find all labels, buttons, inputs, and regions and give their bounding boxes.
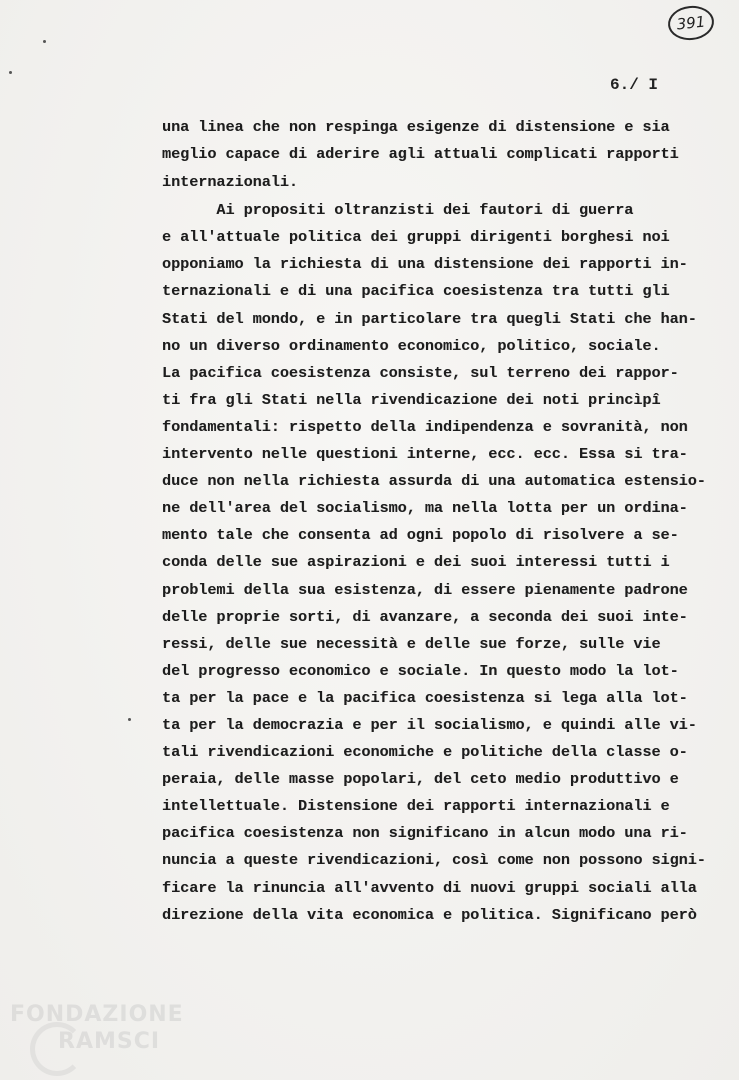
text-line: internazionali.	[162, 173, 298, 192]
watermark-line-1: FONDAZIONE	[10, 1002, 184, 1027]
text-line: problemi della sua esistenza, di essere pienamente padrone	[162, 580, 688, 599]
watermark	[10, 1002, 184, 1054]
text-line: tali rivendicazioni economiche e politiche della classe o-	[162, 743, 688, 762]
text-line: conda delle sue aspirazioni e dei suoi interessi tutti i	[162, 553, 670, 572]
text-line: delle proprie sorti, di avanzare, a seconda dei suoi inte-	[162, 607, 688, 626]
text-line: una linea che non respinga esigenze di distensione e sia	[162, 118, 670, 136]
text-line: intellettuale. Distensione dei rapporti internazionali e	[162, 797, 670, 816]
body-text	[162, 114, 706, 929]
archive-stamp: 391	[666, 4, 715, 43]
text-line: peraia, delle masse popolari, del ceto medio produttivo e	[162, 770, 679, 789]
text-line: intervento nelle questioni interne, ecc. ecc. Essa si tra-	[162, 445, 688, 464]
text-line: ta per la democrazia e per il socialismo, e quindi alle vi-	[162, 715, 697, 734]
text-line: ficare la rinuncia all'avvento di nuovi gruppi sociali alla	[162, 878, 697, 897]
text-line: duce non nella richiesta assurda di una automatica estensio-	[162, 472, 706, 491]
text-line: e all'attuale politica dei gruppi dirigenti borghesi noi	[162, 228, 670, 247]
text-line: La pacifica coesistenza consiste, sul terreno dei rappor-	[162, 363, 679, 382]
text-line: ti fra gli Stati nella rivendicazione dei noti princìpî	[162, 390, 661, 409]
text-line: mento tale che consenta ad ogni popolo di risolvere a se-	[162, 526, 679, 545]
paper-speck	[43, 40, 46, 43]
text-line: no un diverso ordinamento economico, politico, sociale.	[162, 336, 661, 355]
text-line: del progresso economico e sociale. In questo modo la lot-	[162, 661, 679, 680]
text-line: nuncia a queste rivendicazioni, così come non possono signi-	[162, 851, 706, 870]
text-line: ressi, delle sue necessità e delle sue forze, sulle vie	[162, 634, 661, 653]
text-line: ta per la pace e la pacifica coesistenza si lega alla lot-	[162, 688, 688, 707]
watermark-line-2: RAMSCI	[58, 1029, 161, 1054]
paper-speck	[128, 718, 131, 721]
page-number: 6./ I	[610, 76, 659, 94]
text-line: Stati del mondo, e in particolare tra quegli Stati che han-	[162, 309, 697, 328]
text-line: Ai propositi oltranzisti dei fautori di guerra	[162, 201, 634, 220]
text-line: ne dell'area del socialismo, ma nella lotta per un ordina-	[162, 499, 688, 518]
text-line: opponiamo la richiesta di una distensione dei rapporti in-	[162, 255, 688, 274]
text-line: ternazionali e di una pacifica coesistenza tra tutti gli	[162, 282, 670, 301]
text-line: pacifica coesistenza non significano in alcun modo una ri-	[162, 824, 688, 843]
text-line: meglio capace di aderire agli attuali complicati rapporti	[162, 145, 679, 164]
text-line: fondamentali: rispetto della indipendenza e sovranità, non	[162, 417, 688, 436]
paper-speck	[9, 71, 12, 74]
text-line: direzione della vita economica e politica. Significano però	[162, 905, 697, 924]
